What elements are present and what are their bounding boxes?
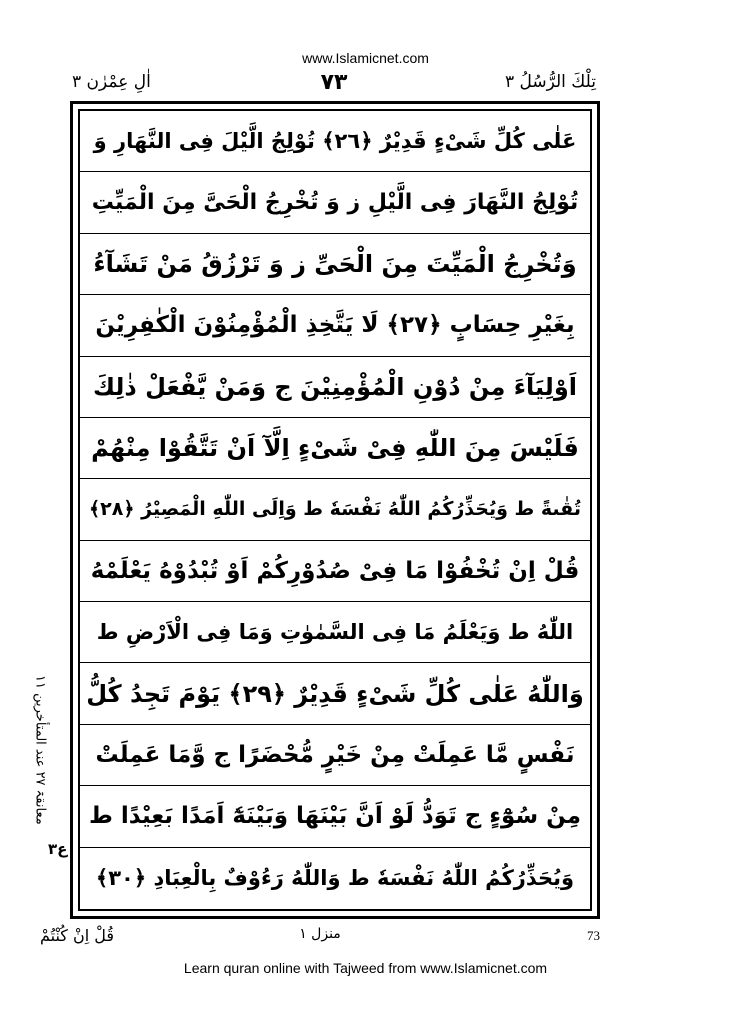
next-juz-name: قُلْ اِنْ كُنْتُمْ bbox=[40, 926, 115, 945]
verse-text-block bbox=[80, 111, 590, 909]
manzil-label: منزل ١ bbox=[299, 926, 341, 942]
verse-line-9: اللّٰهُ ط وَيَعْلَمُ مَا فِى السَّمٰوٰتِ وَمَا فِى الْاَرْضِ ط bbox=[80, 602, 590, 663]
verse-line-1: عَلٰى كُلِّ شَىْءٍ قَدِيْرٌ ﴿٢٦﴾ تُوْلِجُ الَّيْلَ فِى النَّهَارِ وَ bbox=[80, 111, 590, 172]
verse-line-13: وَيُحَذِّرُكُمُ اللّٰهُ نَفْسَهٗ ط وَاللّٰهُ رَءُوْفٌ بِالْعِبَادِ ﴿٣٠﴾ bbox=[95, 866, 575, 891]
site-url-bottom: Learn quran online with Tajweed from www.Islamicnet.com bbox=[183, 960, 548, 976]
surah-name: اٰلِ عِمْرٰن ٣ bbox=[72, 72, 151, 92]
verse-line-8: قُلْ اِنْ تُخْفُوْا مَا فِىْ صُدُوْرِكُمْ اَوْ تُبْدُوْهُ يَعْلَمْهُ bbox=[80, 541, 590, 602]
margin-note-text: معانقۃ ٢٧ عند المتأخرين ١١ bbox=[32, 675, 48, 825]
verse-line-11: نَفْسٍ مَّا عَمِلَتْ مِنْ خَيْرٍ مُّحْضَرًا ج وَّمَا عَمِلَتْ bbox=[80, 725, 590, 786]
page-number-arabic: ٧٣ bbox=[320, 70, 348, 95]
juz-name: تِلْكَ الرُّسُلُ ٣ bbox=[504, 72, 596, 92]
verse-line-7: تُقٰىةً ط وَيُحَذِّرُكُمُ اللّٰهُ نَفْسَهٗ ط وَاِلَى اللّٰهِ الْمَصِيْرُ ﴿٢٨﴾ bbox=[80, 479, 590, 540]
page-number: 73 bbox=[587, 928, 600, 943]
verse-line-2: تُوْلِجُ النَّهَارَ فِى الَّيْلِ ز وَ تُخْرِجُ الْحَىَّ مِنَ الْمَيِّتِ bbox=[80, 172, 590, 233]
verse-line-10: وَاللّٰهُ عَلٰى كُلِّ شَىْءٍ قَدِيْرٌ ﴿٢٩﴾ يَوْمَ تَجِدُ كُلُّ bbox=[80, 663, 590, 724]
verse-line-6: فَلَيْسَ مِنَ اللّٰهِ فِىْ شَىْءٍ اِلَّآ اَنْ تَتَّقُوْا مِنْهُمْ bbox=[80, 418, 590, 479]
verse-line-4: بِغَيْرِ حِسَابٍ ﴿٢٧﴾ لَا يَتَّخِذِ الْمُؤْمِنُوْنَ الْكٰفِرِيْنَ bbox=[80, 295, 590, 356]
verse-line-12: مِنْ سُوْٓءٍ ج تَوَدُّ لَوْ اَنَّ بَيْنَهَا وَبَيْنَهٗٓ اَمَدًا بَعِيْدًا ط bbox=[80, 786, 590, 847]
verse-line-3: وَتُخْرِجُ الْمَيِّتَ مِنَ الْحَىِّ ز وَ تَرْزُقُ مَنْ تَشَآءُ bbox=[80, 234, 590, 295]
site-url-top: www.Islamicnet.com bbox=[302, 50, 429, 66]
ruku-mark: ع٣ bbox=[48, 840, 68, 858]
margin-note bbox=[30, 640, 50, 860]
page-footer bbox=[40, 922, 600, 952]
page-header bbox=[72, 70, 596, 100]
verse-line-5: اَوْلِيَآءَ مِنْ دُوْنِ الْمُؤْمِنِيْنَ ج وَمَنْ يَّفْعَلْ ذٰلِكَ bbox=[80, 357, 590, 418]
